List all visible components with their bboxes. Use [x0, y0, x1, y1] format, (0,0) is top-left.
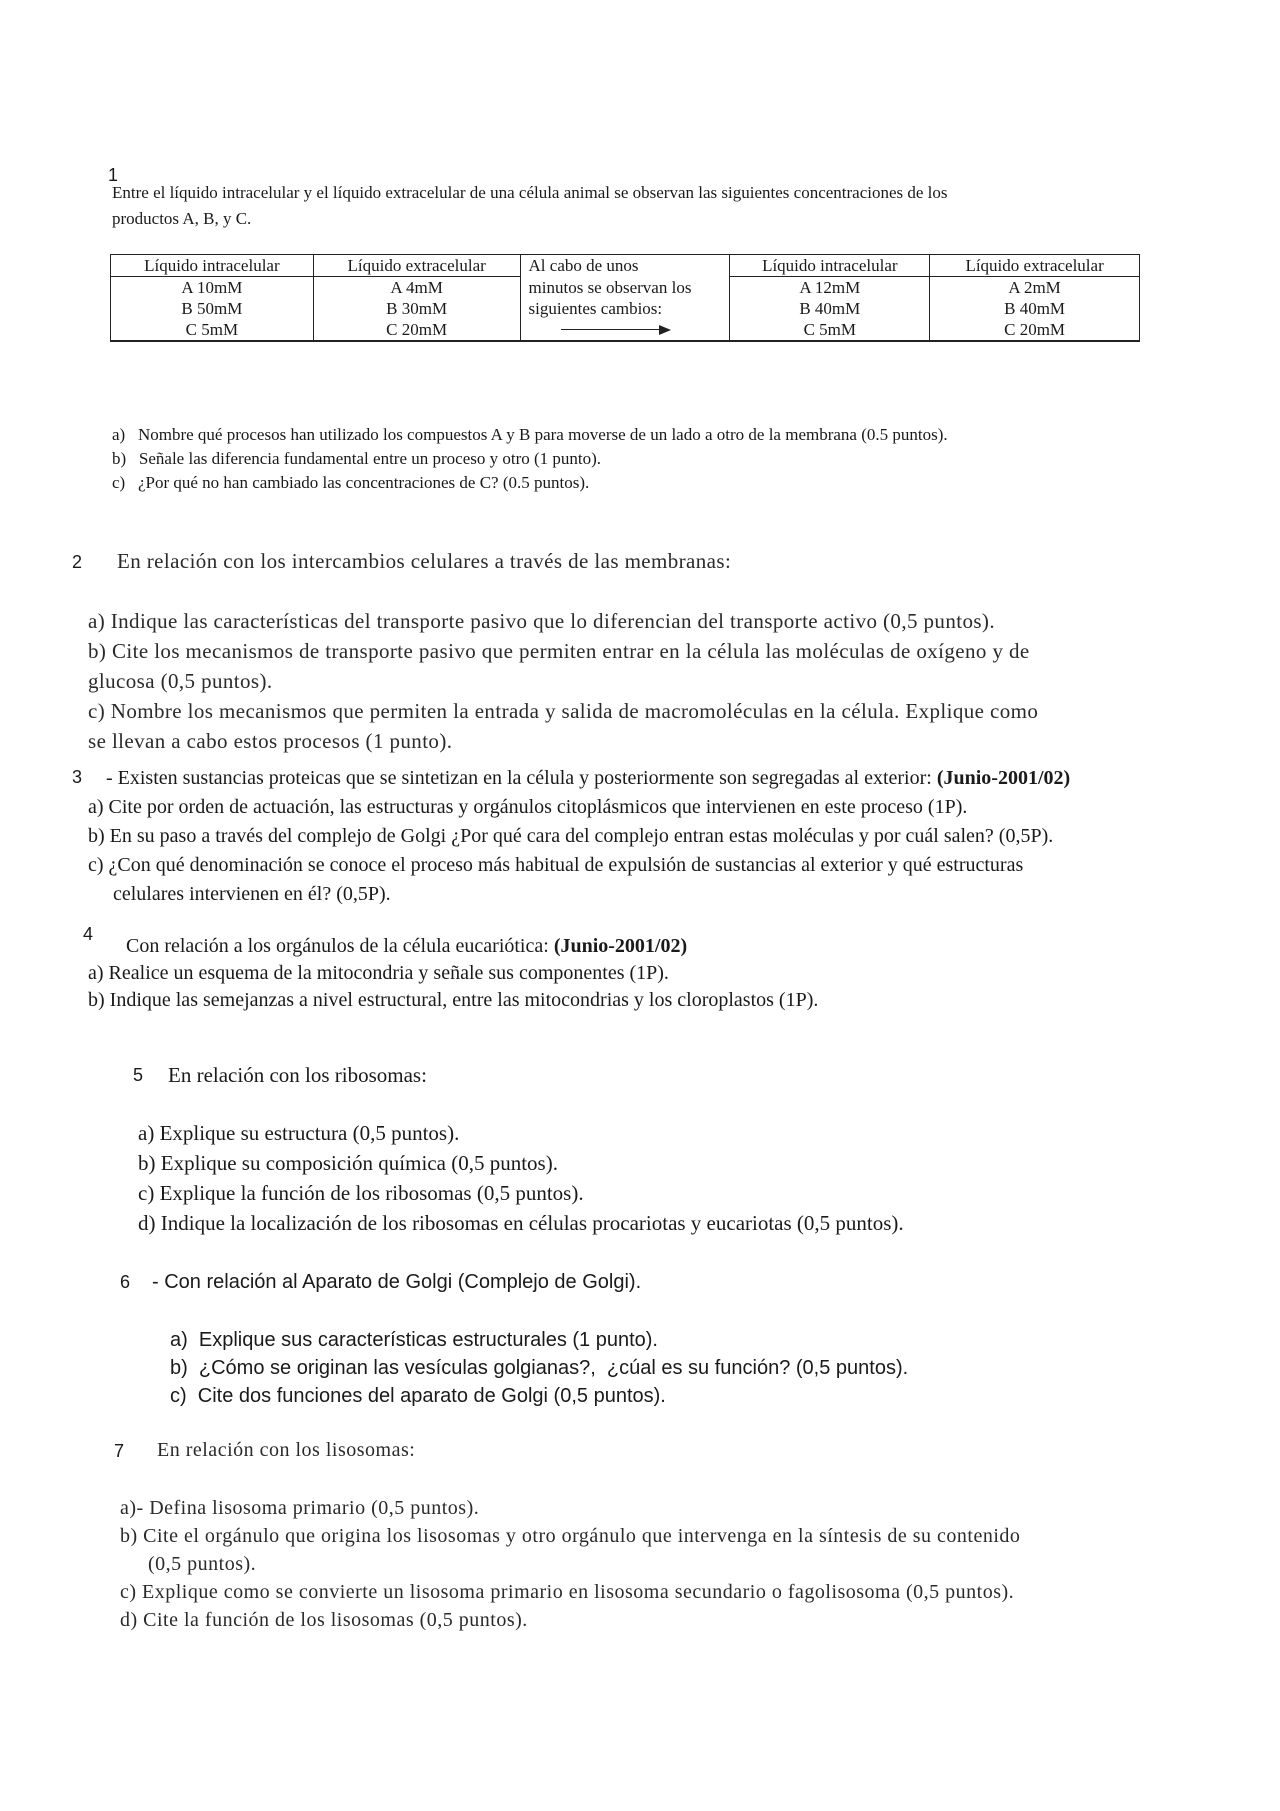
table-middle-text: minutos se observan los — [520, 277, 730, 299]
q3-line-c: c) ¿Con qué denominación se conoce el proceso más habitual de expulsión de sustancias al exterior y qué estructuras — [88, 854, 1024, 876]
table-header-row — [111, 255, 1140, 277]
table-cell: C 5mM — [111, 319, 314, 341]
q5-line-b: b) Explique su composición química (0,5 puntos). — [138, 1151, 558, 1175]
q7-number: 7 — [114, 1441, 125, 1461]
q7-line-c: c) Explique como se convierte un lisosoma primario en lisosoma secundario o fagolisosoma (0,5 puntos). — [120, 1581, 1015, 1603]
q3-line-c-cont: celulares intervienen en él? (0,5P). — [113, 883, 391, 905]
q4-title-text: Con relación a los orgánulos de la célula eucariótica: — [126, 935, 554, 957]
q7-line-d: d) Cite la función de los lisosomas (0,5 puntos). — [120, 1609, 528, 1631]
q5-line-c: c) Explique la función de los ribosomas (0,5 puntos). — [138, 1181, 584, 1205]
table-middle-text: siguientes cambios: — [520, 298, 730, 319]
q5-number: 5 — [133, 1065, 144, 1085]
table-cell: A 4mM — [313, 277, 520, 299]
q5-line-a: a) Explique su estructura (0,5 puntos). — [138, 1121, 460, 1145]
q4-title-date: (Junio-2001/02) — [553, 935, 688, 957]
q1-item-b: b) Señale las diferencia fundamental entre un proceso y otro (1 punto). — [112, 449, 602, 468]
table-cell: C 5mM — [730, 319, 930, 341]
q6-line-a: a) Explique sus características estructurales (1 punto). — [170, 1329, 658, 1351]
table-header-cell: Líquido extracelular — [313, 255, 520, 277]
table-cell: A 12mM — [730, 277, 930, 299]
table-cell: A 2mM — [930, 277, 1140, 299]
q3-number: 3 — [72, 767, 83, 787]
table-header-cell: Líquido extracelular — [930, 255, 1140, 277]
q1-item-a: a) Nombre qué procesos han utilizado los compuestos A y B para moverse de un lado a otro de la membrana (0.5 puntos). — [112, 425, 948, 444]
q2-title: En relación con los intercambios celulares a través de las membranas: — [117, 549, 732, 573]
table-header-cell: Líquido intracelular — [111, 255, 314, 277]
q4-title — [126, 933, 687, 960]
q3-title — [106, 764, 1070, 793]
q5-title: En relación con los ribosomas: — [168, 1063, 427, 1087]
table-header-cell: Líquido intracelular — [730, 255, 930, 277]
q3-line-a: a) Cite por orden de actuación, las estructuras y orgánulos citoplásmicos que intervienen en este proceso (1P). — [88, 796, 968, 818]
table-header-cell: Al cabo de unos — [520, 255, 730, 277]
q2-line-c: c) Nombre los mecanismos que permiten la entrada y salida de macromoléculas en la célula. Explique como — [88, 699, 1039, 723]
q4-number: 4 — [83, 924, 94, 944]
table-cell: B 40mM — [930, 298, 1140, 319]
table-row — [111, 319, 1140, 341]
q1-number: 1 — [108, 165, 119, 185]
table-cell: B 50mM — [111, 298, 314, 319]
table-cell: B 40mM — [730, 298, 930, 319]
q7-line-b-cont: (0,5 puntos). — [148, 1553, 257, 1575]
q6-number: 6 — [120, 1272, 131, 1292]
q2-line-c-cont: se llevan a cabo estos procesos (1 punto). — [88, 729, 453, 753]
q1-intro-line-2: productos A, B, y C. — [112, 209, 252, 228]
q1-intro-line-1: Entre el líquido intracelular y el líquido extracelular de una célula animal se observan las siguientes concentraciones de los — [112, 183, 948, 202]
table-arrow-cell — [520, 319, 730, 341]
arrow-right-icon — [561, 325, 671, 335]
q6-title: - Con relación al Aparato de Golgi (Complejo de Golgi). — [152, 1271, 642, 1293]
q2-line-b: b) Cite los mecanismos de transporte pasivo que permiten entrar en la célula las moléculas de oxígeno y de — [88, 639, 1030, 663]
q3-line-b: b) En su paso a través del complejo de Golgi ¿Por qué cara del complejo entran estas moléculas y por cuál salen? (0,5P). — [88, 825, 1054, 847]
q3-title-text: - Existen sustancias proteicas que se sintetizan en la célula y posteriormente son segregadas al exterior: — [106, 767, 937, 789]
q7-title: En relación con los lisosomas: — [157, 1439, 416, 1461]
q2-line-a: a) Indique las características del transporte pasivo que lo diferencian del transporte activo (0,5 puntos). — [88, 609, 995, 633]
q2-line-b-cont: glucosa (0,5 puntos). — [88, 669, 273, 693]
q6-line-c: c) Cite dos funciones del aparato de Golgi (0,5 puntos). — [170, 1385, 666, 1407]
table-cell: A 10mM — [111, 277, 314, 299]
table-row — [111, 277, 1140, 299]
q7-line-b: b) Cite el orgánulo que origina los lisosomas y otro orgánulo que intervenga en la síntesis de su contenido — [120, 1525, 1021, 1547]
q2-number: 2 — [72, 552, 83, 572]
q7-line-a: a)- Defina lisosoma primario (0,5 puntos). — [120, 1497, 480, 1519]
q5-line-d: d) Indique la localización de los ribosomas en células procariotas y eucariotas (0,5 puntos). — [138, 1211, 904, 1235]
table-cell: C 20mM — [313, 319, 520, 341]
q4-line-a: a) Realice un esquema de la mitocondria y señale sus componentes (1P). — [88, 962, 669, 984]
table-cell: B 30mM — [313, 298, 520, 319]
table-cell: C 20mM — [930, 319, 1140, 341]
q6-line-b: b) ¿Cómo se originan las vesículas golgianas?, ¿cúal es su función? (0,5 puntos). — [170, 1357, 909, 1379]
table-row — [111, 298, 1140, 319]
q4-line-b: b) Indique las semejanzas a nivel estructural, entre las mitocondrias y los cloroplastos (1P). — [88, 989, 819, 1011]
q3-title-date: (Junio-2001/02) — [936, 767, 1071, 789]
q1-item-c: c) ¿Por qué no han cambiado las concentraciones de C? (0.5 puntos). — [112, 473, 590, 492]
concentration-table — [110, 254, 1140, 342]
